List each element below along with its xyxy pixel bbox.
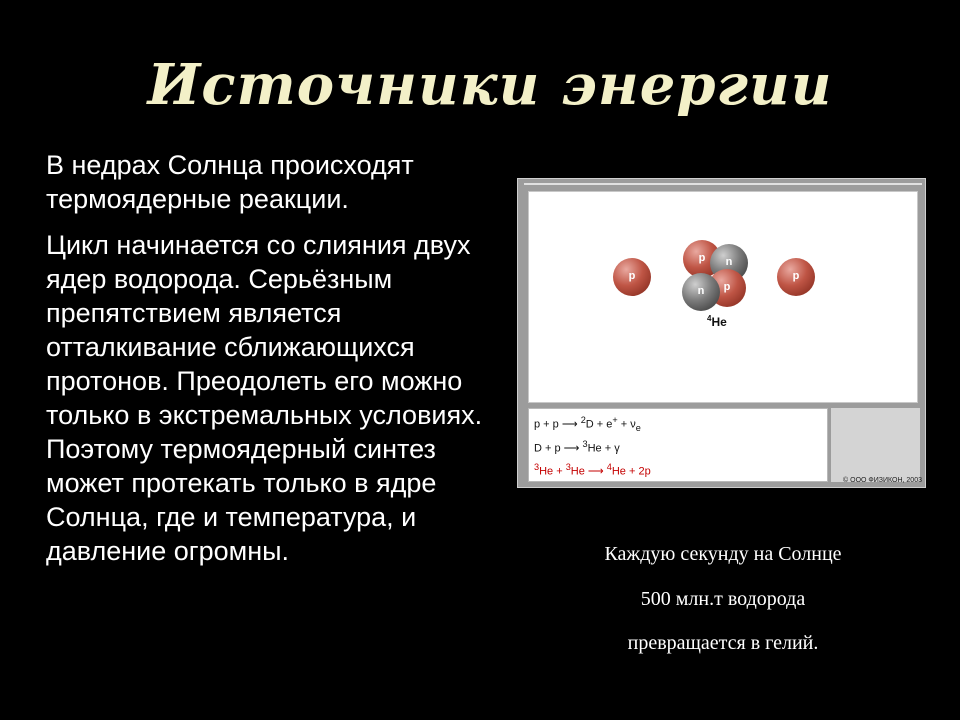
caption-line-1: Каждую секунду на Солнце [604,543,842,565]
figure-copyright: © ООО ФИЗИКОН, 2003 [843,477,922,484]
reaction-equations [528,408,828,482]
free-proton-left: p [613,258,651,296]
free-proton-right: p [777,258,815,296]
helium-proton-top: p [683,240,721,278]
reaction-arrow: ⟶ [561,418,578,431]
slide-title: Источники энергии [147,52,833,118]
helium-proton-bottom: p [708,269,746,307]
slide-body [46,148,516,568]
reaction-1: p + p ⟶ $^2D + e^+ + \nu_e$ [534,415,641,433]
reaction-3: $^3$He + $^3$He ⟶ $^4$He + 2p [534,462,651,478]
reaction-2: D + p ⟶ $^3$He + γ [534,439,620,455]
fusion-animation-figure [517,178,926,488]
caption-line-3: превращается в гелий. [627,632,819,654]
nuclei-canvas [528,191,918,403]
reaction-arrow: ⟶ [587,465,604,478]
body-paragraph-1: В недрах Солнца происходят термоядерные реакции. [46,150,414,214]
figure-side-panel [831,408,920,482]
helium-neutron-top: n [710,244,748,282]
body-paragraph-2: Цикл начинается со слияния двух ядер водорода. Серьёзным препятствием является отталкивание сближающихся протонов. Преодолеть его можно только в экстремальных условиях. Поэтому термоядерный синтез может протекать только в ядре Солнца, где и температура, и давление огромны. [46,230,483,566]
helium-neutron-bottom: n [682,273,720,311]
figure-frame-line [524,183,922,185]
helium-4-label: $^4$He [707,314,727,329]
caption-line-2: 500 млн.т водорода [640,588,806,610]
reaction-arrow: ⟶ [563,442,580,455]
